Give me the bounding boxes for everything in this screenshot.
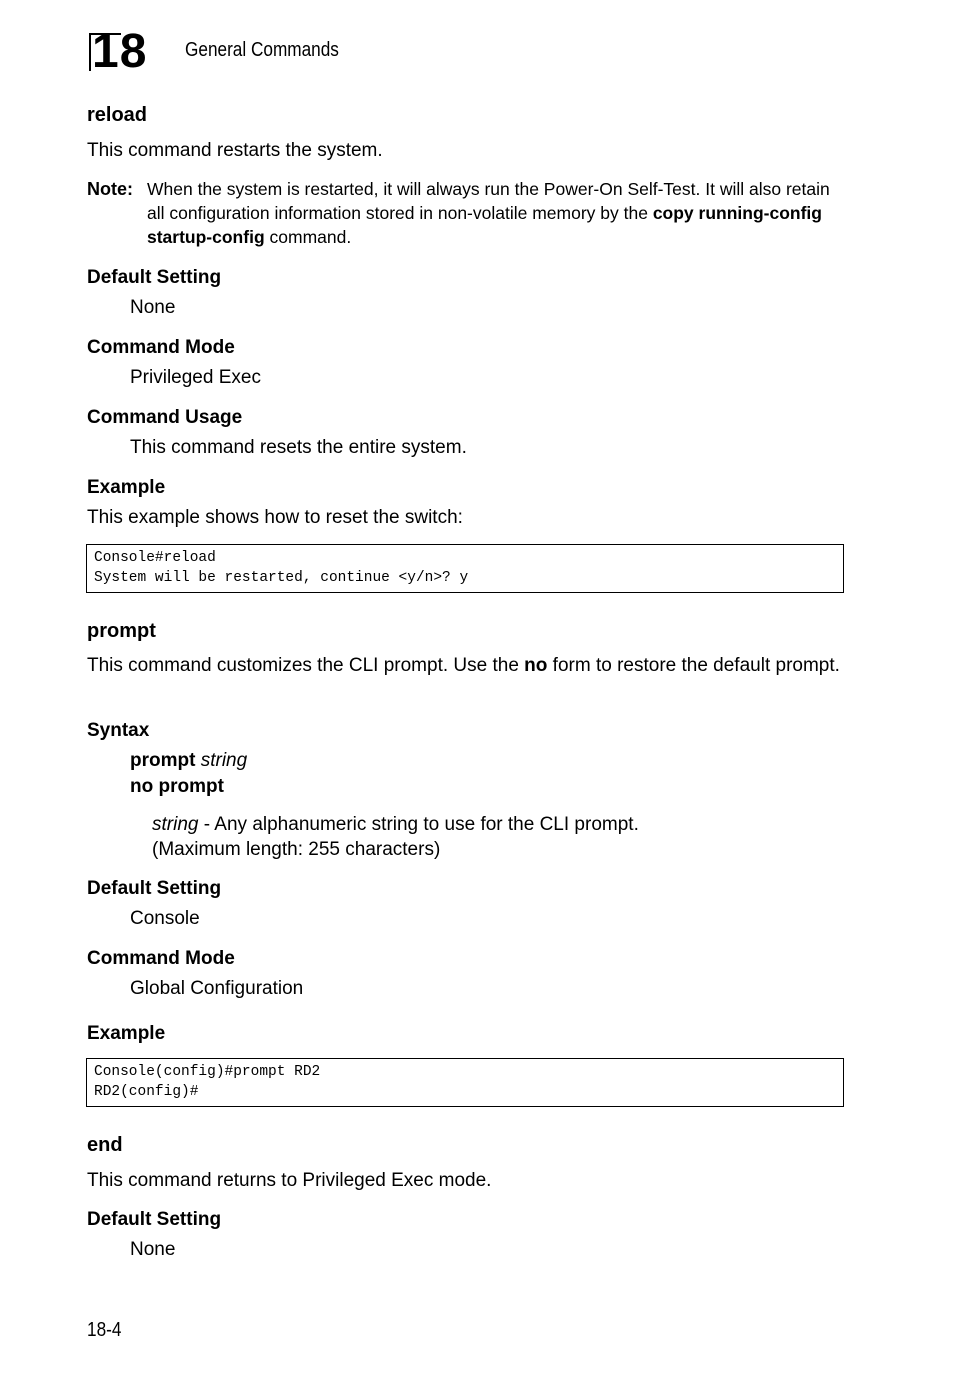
end-description: This command returns to Privileged Exec mode. xyxy=(87,1170,492,1191)
code-line: System will be restarted, continue <y/n>? y xyxy=(94,570,469,586)
syntax-command: prompt xyxy=(130,750,196,771)
reload-example-intro: This example shows how to reset the switch: xyxy=(87,507,463,528)
note-command-args: running-config startup-config xyxy=(147,203,822,247)
prompt-command-mode-heading: Command Mode xyxy=(87,948,235,969)
prompt-code-block xyxy=(86,1058,844,1107)
reload-code-block xyxy=(86,544,844,593)
note-command-copy: copy xyxy=(652,203,694,223)
prompt-default-setting-heading: Default Setting xyxy=(87,878,222,899)
prompt-description-no: no xyxy=(524,655,548,676)
chapter-title: General Commands xyxy=(185,39,339,61)
note-body xyxy=(147,177,847,249)
reload-command-usage-value: This command resets the entire system. xyxy=(130,437,467,458)
prompt-description-text: This command customizes the CLI prompt. Use the xyxy=(87,655,525,676)
note-label: Note: xyxy=(87,179,133,199)
end-default-setting-heading: Default Setting xyxy=(87,1209,222,1230)
prompt-default-setting-value: Console xyxy=(130,908,200,929)
prompt-syntax-heading: Syntax xyxy=(87,720,150,741)
command-heading-end: end xyxy=(87,1134,123,1156)
reload-example-heading: Example xyxy=(87,477,166,498)
end-default-setting-value: None xyxy=(130,1239,176,1260)
note-text: When the system is restarted, it will always run the Power-On Self-Test. It will also retain all configuration information stored in non-volatile memory by the xyxy=(147,179,830,223)
parameter-description: - Any alphanumeric string to use for the CLI prompt. xyxy=(198,814,639,835)
prompt-syntax-no: no prompt xyxy=(130,776,224,797)
command-heading-prompt: prompt xyxy=(87,620,156,642)
reload-description: This command restarts the system. xyxy=(87,140,383,161)
chapter-number: 18 xyxy=(92,25,148,78)
parameter-name: string xyxy=(152,814,199,835)
prompt-parameter-desc xyxy=(152,812,639,837)
code-line: RD2(config)# xyxy=(94,1084,199,1100)
prompt-command-mode-value: Global Configuration xyxy=(130,978,304,999)
prompt-description xyxy=(87,653,847,679)
prompt-description-text-end: form to restore the default prompt. xyxy=(547,655,840,676)
code-line: Console(config)#prompt RD2 xyxy=(94,1064,321,1080)
reload-command-mode-value: Privileged Exec xyxy=(130,367,261,388)
syntax-parameter: string xyxy=(200,750,248,771)
reload-default-setting-value: None xyxy=(130,297,176,318)
prompt-example-heading: Example xyxy=(87,1023,166,1044)
prompt-syntax-line xyxy=(130,748,247,774)
reload-default-setting-heading: Default Setting xyxy=(87,267,222,288)
command-heading-reload: reload xyxy=(87,104,148,126)
reload-command-usage-heading: Command Usage xyxy=(87,407,243,428)
page-number: 18-4 xyxy=(87,1319,122,1341)
code-line: Console#reload xyxy=(94,550,216,566)
prompt-parameter-max: (Maximum length: 255 characters) xyxy=(152,839,441,860)
note-text-end: command. xyxy=(264,227,352,247)
reload-command-mode-heading: Command Mode xyxy=(87,337,235,358)
